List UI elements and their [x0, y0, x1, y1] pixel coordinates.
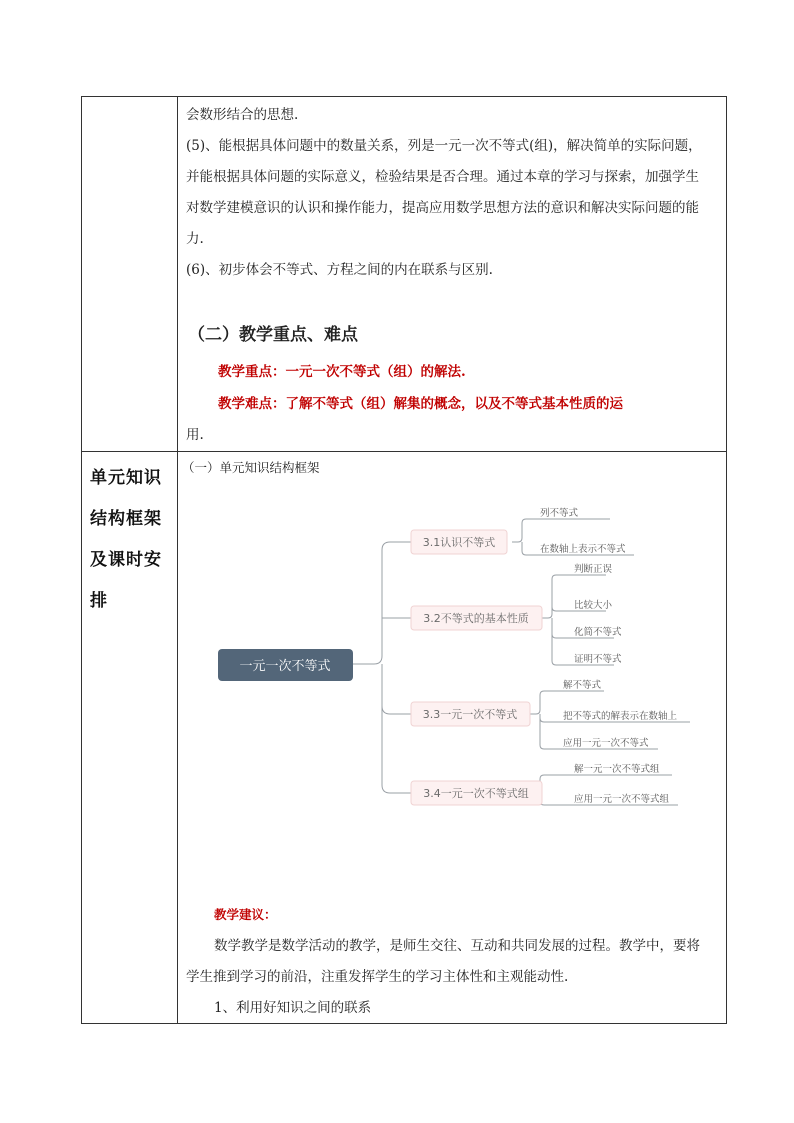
left-label-line: 单元知识 [90, 468, 162, 488]
connector [542, 575, 606, 618]
objective-line: 对数学建模意识的认识和操作能力，提高应用数学思想方法的意识和解决实际问题的能 [186, 200, 699, 216]
connector [382, 697, 411, 793]
framework-heading: （一）单元知识结构框架 [182, 460, 320, 475]
content-table [81, 96, 727, 1024]
connector [353, 542, 411, 664]
branch-label: 3.3一元一次不等式 [422, 708, 518, 721]
suggestion-line: 学生推到学习的前沿，注重发挥学生的学习主体性和主观能动性. [186, 969, 569, 985]
branch-label: 3.1认识不等式 [422, 536, 496, 549]
leaf-label: 应用一元一次不等式 [563, 738, 649, 749]
branch-label: 3.2不等式的基本性质 [423, 612, 529, 625]
connector [382, 664, 411, 714]
objective-line: 力. [186, 231, 204, 247]
leaf-label: 解不等式 [563, 680, 602, 691]
left-label-line: 排 [90, 591, 108, 611]
leaf-label: 解一元一次不等式组 [574, 764, 660, 775]
leaf-label: 把不等式的解表示在数轴上 [563, 711, 678, 722]
suggestion-line: 数学教学是数学活动的教学，是师生交往、互动和共同发展的过程。教学中，要将 [214, 938, 700, 954]
left-label-line: 结构框架 [90, 509, 162, 529]
suggestion-title: 教学建议： [214, 907, 277, 922]
mindmap-root: 一元一次不等式 [239, 659, 331, 674]
leaf-label: 应用一元一次不等式组 [574, 794, 670, 805]
section-heading: （二）教学重点、难点 [188, 325, 358, 345]
connector [382, 617, 411, 626]
leaf-label: 判断正误 [574, 564, 613, 575]
objective-line: 会数形结合的思想. [186, 107, 299, 123]
connector [530, 775, 672, 793]
suggestion-item: 1、利用好知识之间的联系 [214, 1000, 372, 1016]
leaf-label: 列不等式 [540, 508, 579, 519]
difficult-point: 教学难点：了解不等式（组）解集的概念，以及不等式基本性质的运 [218, 396, 623, 412]
difficult-point-tail: 用. [186, 427, 204, 443]
leaf-label: 化简不等式 [574, 627, 622, 638]
leaf-label: 在数轴上表示不等式 [540, 544, 626, 555]
objective-line: 并能根据具体问题的实际意义，检验结果是否合理。通过本章的学习与探索，加强学生 [186, 169, 699, 185]
key-point: 教学重点：一元一次不等式（组）的解法. [218, 364, 466, 380]
leaf-label: 证明不等式 [574, 654, 622, 665]
leaf-label: 比较大小 [574, 600, 613, 611]
left-label-line: 及课时安 [90, 550, 162, 570]
objective-line: (6)、初步体会不等式、方程之间的内在联系与区别. [186, 262, 493, 278]
branch-label: 3.4一元一次不等式组 [423, 787, 529, 800]
objective-line: (5)、能根据具体问题中的数量关系，列是一元一次不等式(组)，解决简单的实际问题， [186, 138, 702, 154]
connector [512, 519, 610, 542]
mindmap [82, 97, 728, 1025]
